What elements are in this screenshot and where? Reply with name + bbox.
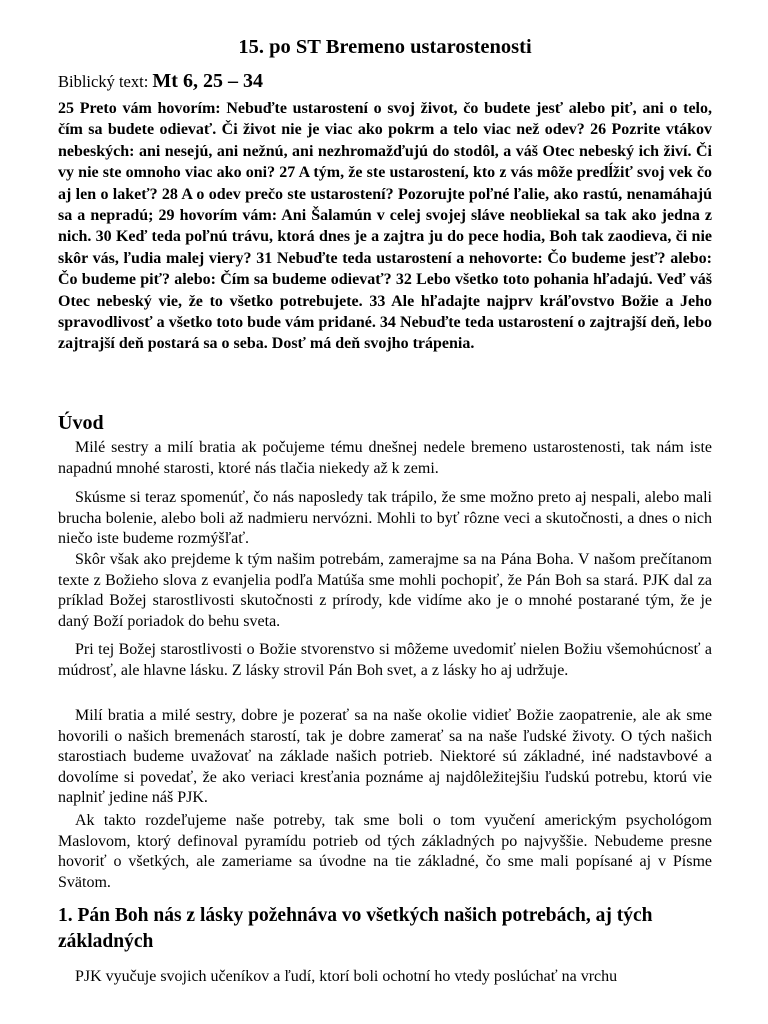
paragraph: Milí bratia a milé sestry, dobre je pozerať sa na naše okolie vidieť Božie zaopatrenie, ale ak sme hovorili o našich bremenách starostí, tak je dobre zamerať sa na naše ľudské životy. O tých našich starostiach budeme uvažovať na základe našich potrieb. Niektoré sú základné, iné nadstavbové a dovolíme si povedať, že ako veriaci kresťania poznáme aj najdôležitejšiu ľudskú potrebu, ktorú vie naplniť jedine náš PJK.: [58, 707, 712, 806]
intro-heading: Úvod: [58, 412, 104, 434]
paragraph: Pri tej Božej starostlivosti o Božie stvorenstvo si môžeme uvedomiť nielen Božiu všemohúcnosť a múdrosť, ale hlavne lásku. Z lásky strovil Pán Boh svet, a z lásky ho aj udržuje.: [58, 641, 712, 679]
paragraph: Milé sestry a milí bratia ak počujeme tému dnešnej nedele bremeno ustarostenosti, tak nám iste napadnú mnohé starosti, ktoré nás tlačia niekedy až k zemi.: [58, 439, 712, 477]
page-title: 15. po ST Bremeno ustarostenosti: [238, 36, 532, 58]
section-heading: 1. Pán Boh nás z lásky požehnáva vo všetkých našich potrebách, aj tých základných: [58, 905, 653, 952]
paragraph-start: PJK vyučuje svojich učeníkov a ľudí, ktorí boli ochotní ho vtedy poslúchať na vrchu: [75, 968, 618, 985]
reference-passage: Mt 6, 25 – 34: [152, 70, 263, 92]
paragraph: Ak takto rozdeľujeme naše potreby, tak sme boli o tom vyučení americkým psychológom Maslovom, ktorý definoval pyramídu potrieb od tých základných po najvyššie. Nebudeme presne hovoriť o všetkých, ale zameriame sa úvodne na tie základné, čo sme mali popísané aj v Písme Svätom.: [58, 812, 712, 891]
reference-label: Biblický text:: [58, 72, 153, 91]
bible-reference: [58, 68, 263, 95]
bible-text: 25 Preto vám hovorím: Nebuďte ustarostení o svoj život, čo budete jesť alebo piť, ani o telo, čím sa budete odievať. Či život nie je viac ako pokrm a telo viac než odev? 26 Pozrite vtákov nebeských: ani nesejú, ani nežnú, ani nezhromažďujú do stodôl, a váš Otec nebeský ich živí. Či vy nie ste omnoho viac ako oni? 27 A tým, že ste ustarostení, kto z vás môže predĺžiť svoj vek čo aj len o lakeť? 28 A o odev prečo ste ustarostení? Pozorujte poľné ľalie, ako rastú, nenamáhajú sa a nepradú; 29 hovorím vám: Ani Šalamún v celej svojej sláve neobliekal sa tak ako jedna z nich. 30 Keď teda poľnú trávu, ktorá dnes je a zajtra ju do pece hodia, Boh tak zaodieva, či nie skôr vás, ľudia malej viery? 31 Nebuďte teda ustarostení a nehovorte: Čo budeme jesť? alebo: Čo budeme piť? alebo: Čím sa budeme odievať? 32 Lebo všetko toto pohania hľadajú. Veď váš Otec nebeský vie, že to všetko potrebujete. 33 Ale hľadajte najprv kráľovstvo Božie a Jeho spravodlivosť a všetko toto bude vám pridané. 34 Nebuďte teda ustarostení o zajtrajší deň, lebo zajtrajší deň postará sa o seba. Dosť má deň svojho trápenia.: [58, 100, 712, 353]
paragraph: Skúsme si teraz spomenúť, čo nás naposledy tak trápilo, že sme možno preto aj nespali, alebo mali brucha bolenie, alebo boli až nadmieru nervózni. Mohli to byť rôzne veci a skutočnosti, a dnes o nich niečo iste budeme rozmýšľať.: [58, 489, 712, 547]
paragraph: Skôr však ako prejdeme k tým našim potrebám, zamerajme sa na Pána Boha. V našom prečítanom texte z Božieho slova z evanjelia podľa Matúša sme mohli pochopiť, že Pán Boh sa stará. PJK dal za príklad Božej starostlivosti skutočnosti z prírody, kde vidíme ako je o mnohé postarané tým, že je daný Boží poriadok do behu sveta.: [58, 551, 712, 630]
